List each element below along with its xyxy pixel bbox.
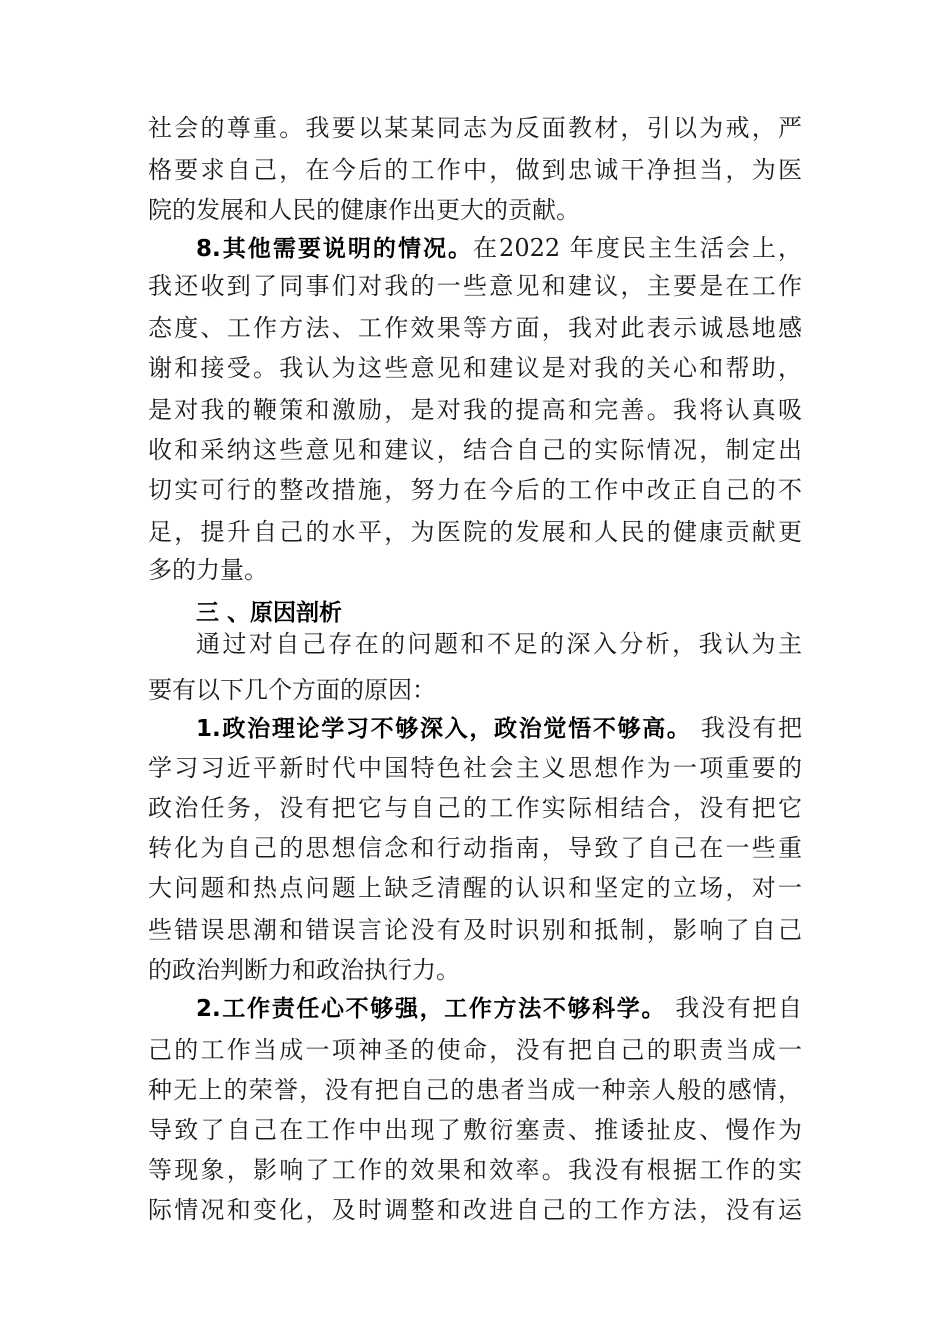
paragraph-line (148, 670, 802, 710)
cause-2-heading: 2.工作责任心不够强，工作方法不够科学。 (196, 996, 667, 1022)
paragraph-line (148, 348, 802, 388)
line-text: 我还收到了同事们对我的一些意见和建议，主要是在工作 (148, 272, 802, 300)
paragraph-line (196, 624, 802, 664)
line-text: 院的发展和人民的健康作出更大的贡献。 (148, 196, 580, 224)
line-text: 等现象，影响了工作的效果和效率。我没有根据工作的实 (148, 1156, 802, 1184)
paragraph-line (148, 512, 802, 552)
paragraph-line (148, 788, 802, 828)
line-text: 格要求自己，在今后的工作中，做到忠诚干净担当，为医 (148, 156, 802, 184)
paragraph-line (148, 470, 802, 510)
line-text: 己的工作当成一项神圣的使命，没有把自己的职责当成一 (148, 1036, 802, 1064)
paragraph-line (148, 150, 802, 190)
line-text: 大问题和热点问题上缺乏清醒的认识和坚定的立场，对一 (148, 874, 802, 902)
line-text: 社会的尊重。我要以某某同志为反面教材，引以为戒，严 (148, 114, 802, 142)
paragraph-line (148, 1030, 802, 1070)
paragraph-line (148, 748, 802, 788)
line-text: 的政治判断力和政治执行力。 (148, 956, 460, 984)
paragraph-line (148, 1190, 802, 1230)
line-text: 是对我的鞭策和激励，是对我的提高和完善。我将认真吸 (148, 396, 802, 424)
line-text: 态度、工作方法、工作效果等方面，我对此表示诚恳地感 (148, 314, 802, 342)
line-text: 种无上的荣誉，没有把自己的患者当成一种亲人般的感情， (148, 1076, 802, 1104)
paragraph-line (148, 868, 802, 908)
line-text: 些错误思潮和错误言论没有及时识别和抵制，影响了自己 (148, 916, 802, 944)
line-text: 切实可行的整改措施，努力在今后的工作中改正自己的不 (148, 476, 802, 504)
paragraph-line (148, 1110, 802, 1150)
line-text: 政治任务，没有把它与自己的工作实际相结合，没有把它 (148, 794, 802, 822)
section-3-heading: 三 、原因剖析 (196, 600, 343, 626)
paragraph-line (148, 950, 802, 990)
paragraph-line (148, 1070, 802, 1110)
line-text: 足，提升自己的水平，为医院的发展和人民的健康贡献更 (148, 518, 802, 546)
line-text: 通过对自己存在的问题和不足的深入分析，我认为主 (196, 630, 802, 658)
line-text: 收和采纳这些意见和建议，结合自己的实际情况，制定出 (148, 436, 802, 464)
paragraph-line (148, 828, 802, 868)
paragraph-line (148, 910, 802, 950)
line-text: 导致了自己在工作中出现了敷衍塞责、推诿扯皮、慢作为 (148, 1116, 802, 1144)
line-text: 我没有把自 (666, 994, 802, 1022)
paragraph-line (148, 430, 802, 470)
cause-1-heading-line (196, 708, 802, 748)
paragraph-line (148, 550, 802, 590)
paragraph-line (148, 190, 802, 230)
paragraph-line (148, 390, 802, 430)
line-text: 在2022 年度民主生活会上， (473, 234, 802, 262)
section-8-heading-line (196, 228, 802, 268)
section-8-heading: 8.其他需要说明的情况。 (196, 236, 474, 262)
line-text: 我没有把 (691, 714, 802, 742)
cause-2-heading-line (196, 988, 802, 1028)
paragraph-line (148, 1150, 802, 1190)
line-text: 谢和接受。我认为这些意见和建议是对我的关心和帮助， (148, 354, 802, 382)
paragraph-line (148, 266, 802, 306)
line-text: 要有以下几个方面的原因： (148, 676, 436, 704)
cause-1-heading: 1.政治理论学习不够深入，政治觉悟不够高。 (196, 716, 692, 742)
line-text: 学习习近平新时代中国特色社会主义思想作为一项重要的 (148, 754, 802, 782)
line-text: 多的力量。 (148, 556, 268, 584)
paragraph-line (148, 308, 802, 348)
line-text: 际情况和变化，及时调整和改进自己的工作方法，没有运 (148, 1196, 802, 1224)
paragraph-line (148, 108, 802, 148)
line-text: 转化为自己的思想信念和行动指南，导致了自己在一些重 (148, 834, 802, 862)
